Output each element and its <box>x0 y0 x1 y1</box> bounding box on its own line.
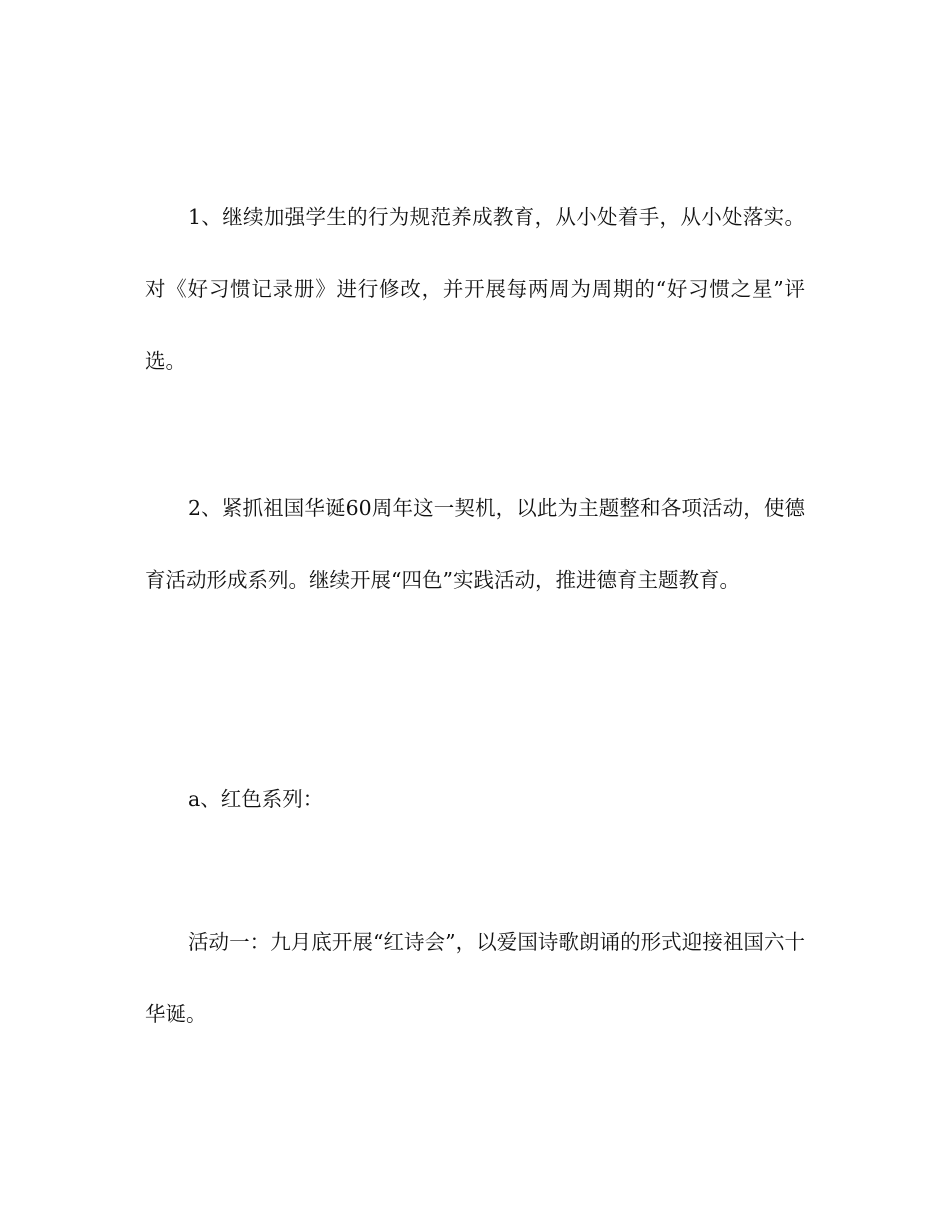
paragraph-activity-one: 活动一：九月底开展“红诗会”，以爱国诗歌朗诵的形式迎接祖国六十华诞。 <box>145 930 805 1026</box>
paragraph-60th-anniversary: 2、紧抓祖国华诞60周年这一契机，以此为主题整和各项活动，使德育活动形成系列。继续开展“四色”实践活动，推进德育主题教育。 <box>145 496 805 592</box>
paragraph-behavior-education: 1、继续加强学生的行为规范养成教育，从小处着手，从小处落实。对《好习惯记录册》进行修改，并开展每两周为周期的“好习惯之星”评选。 <box>145 205 805 373</box>
paragraph-red-series-heading: a、红色系列： <box>188 787 324 811</box>
